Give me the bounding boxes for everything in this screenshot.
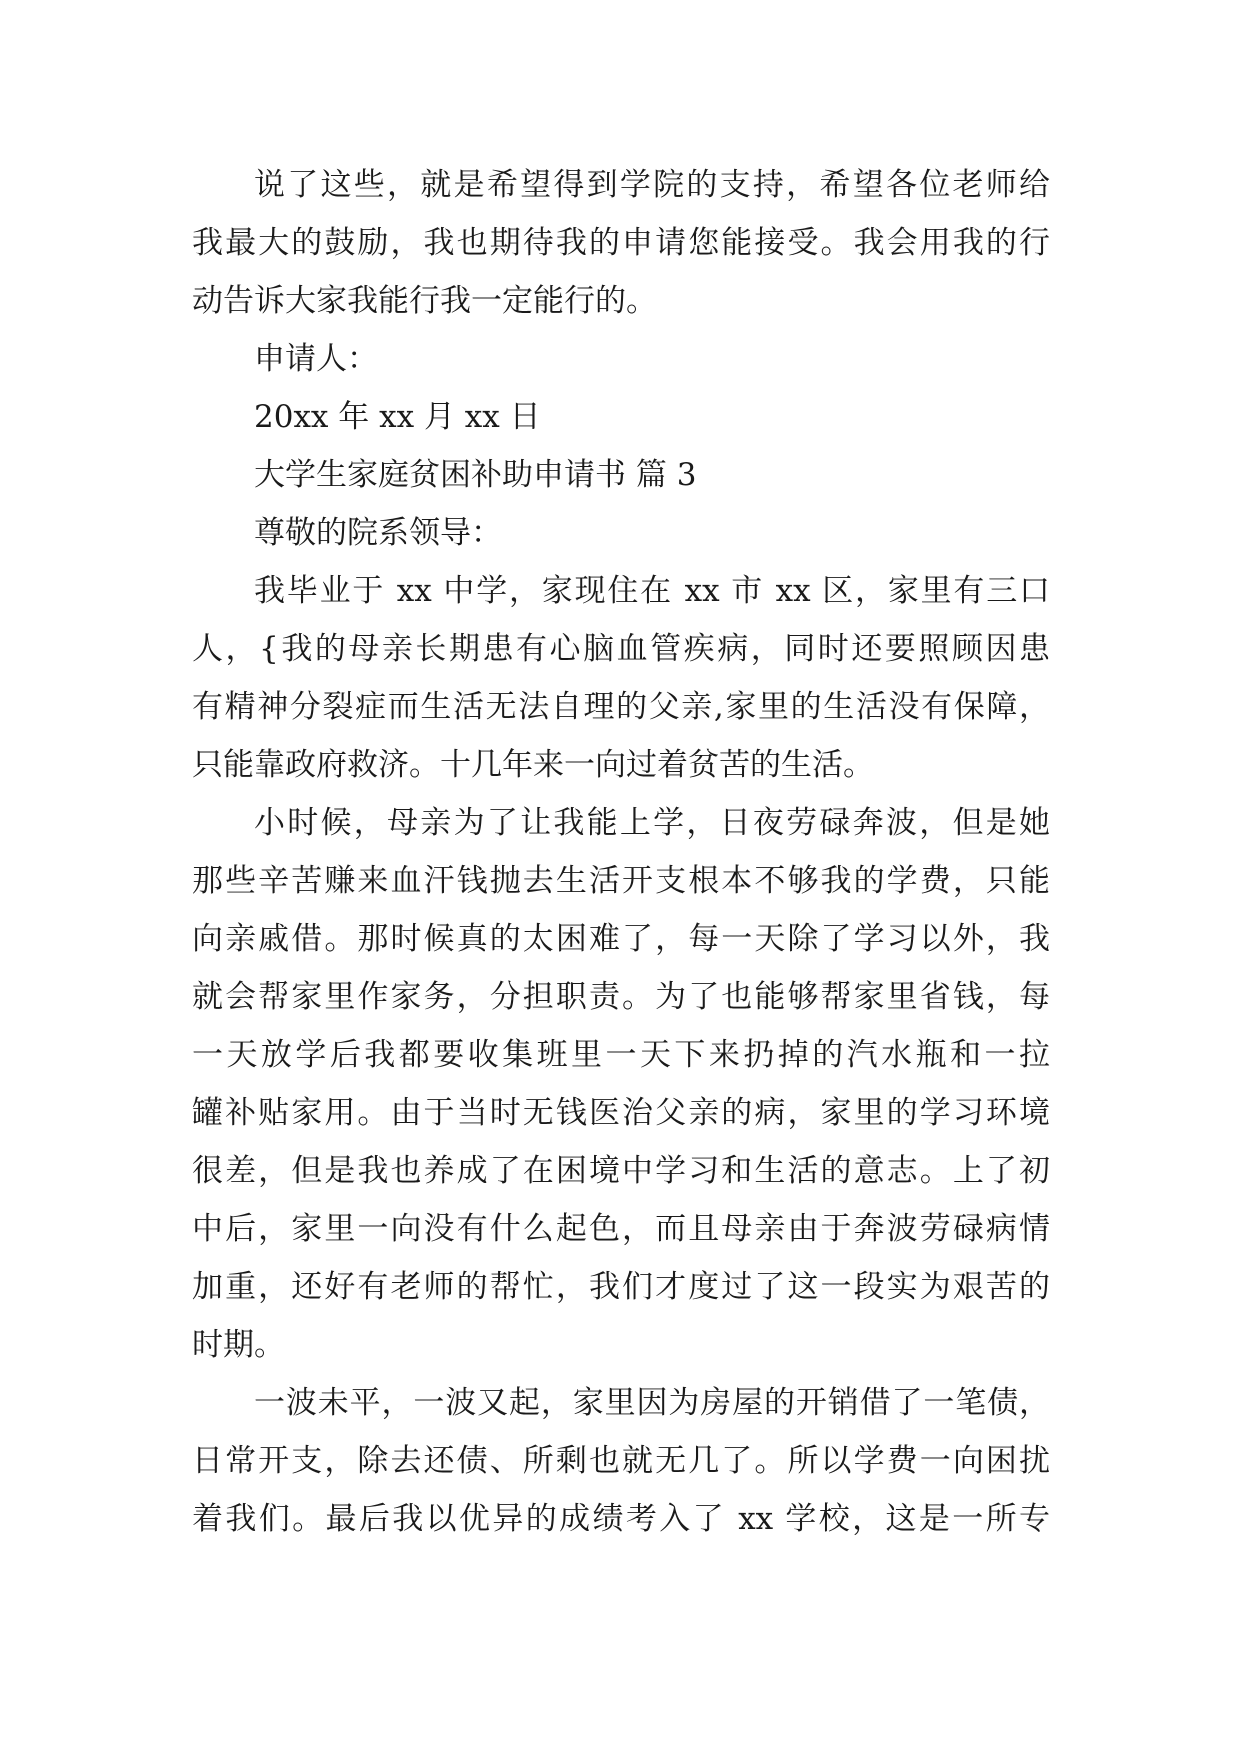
- document-page: [192, 156, 1050, 1548]
- text-line: 一波未平，一波又起，家里因为房屋的开销借了一笔债，: [254, 1385, 1050, 1421]
- section-title-text: 大学生家庭贫困补助申请书 篇 3: [254, 457, 697, 493]
- text-line: 很差，但是我也养成了在困境中学习和生活的意志。上了初: [192, 1153, 1050, 1189]
- paragraph-closing: [192, 156, 1050, 330]
- text-line: 时期。: [192, 1327, 285, 1363]
- text-line: 小时候，母亲为了让我能上学，日夜劳碌奔波，但是她: [254, 805, 1050, 841]
- text-line: 那些辛苦赚来血汗钱抛去生活开支根本不够我的学费，只能: [192, 863, 1050, 899]
- text-line: 中后，家里一向没有什么起色，而且母亲由于奔波劳碌病情: [192, 1211, 1050, 1247]
- date-line: 20xx 年 xx 月 xx 日: [254, 399, 541, 435]
- text-line: 一天放学后我都要收集班里一天下来扔掉的汽水瓶和一拉: [192, 1037, 1050, 1073]
- text-line: 着我们。最后我以优异的成绩考入了 xx 学校，这是一所专: [192, 1501, 1050, 1537]
- text-line: 日常开支，除去还债、所剩也就无几了。所以学费一向困扰: [192, 1443, 1050, 1479]
- text-line: 就会帮家里作家务，分担职责。为了也能够帮家里省钱，每: [192, 979, 1050, 1015]
- paragraph-salutation: [192, 504, 1050, 562]
- paragraph-background: [192, 562, 1050, 794]
- text-line: 我毕业于 xx 中学，家现住在 xx 市 xx 区，家里有三口: [254, 573, 1050, 609]
- text-line: 只能靠政府救济。十几年来一向过着贫苦的生活。: [192, 747, 874, 783]
- paragraph-debt: [192, 1374, 1050, 1548]
- text-line: 罐补贴家用。由于当时无钱医治父亲的病，家里的学习环境: [192, 1095, 1050, 1131]
- paragraph-date: [192, 388, 1050, 446]
- text-line: 动告诉大家我能行我一定能行的。: [192, 283, 657, 319]
- paragraph-childhood: [192, 794, 1050, 1374]
- salutation-text: 尊敬的院系领导：: [254, 515, 502, 551]
- text-line: 向亲戚借。那时候真的太困难了，每一天除了学习以外，我: [192, 921, 1050, 957]
- text-line: 人，{我的母亲长期患有心脑血管疾病，同时还要照顾因患: [192, 631, 1050, 667]
- paragraph-applicant: [192, 330, 1050, 388]
- text-line: 有精神分裂症而生活无法自理的父亲,家里的生活没有保障，: [192, 689, 1050, 725]
- text-line: 加重，还好有老师的帮忙，我们才度过了这一段实为艰苦的: [192, 1269, 1050, 1305]
- text-line: 我最大的鼓励，我也期待我的申请您能接受。我会用我的行: [192, 225, 1050, 261]
- applicant-label: 申请人：: [254, 341, 378, 377]
- text-line: 说了这些，就是希望得到学院的支持，希望各位老师给: [254, 167, 1050, 203]
- section-title: [192, 446, 1050, 504]
